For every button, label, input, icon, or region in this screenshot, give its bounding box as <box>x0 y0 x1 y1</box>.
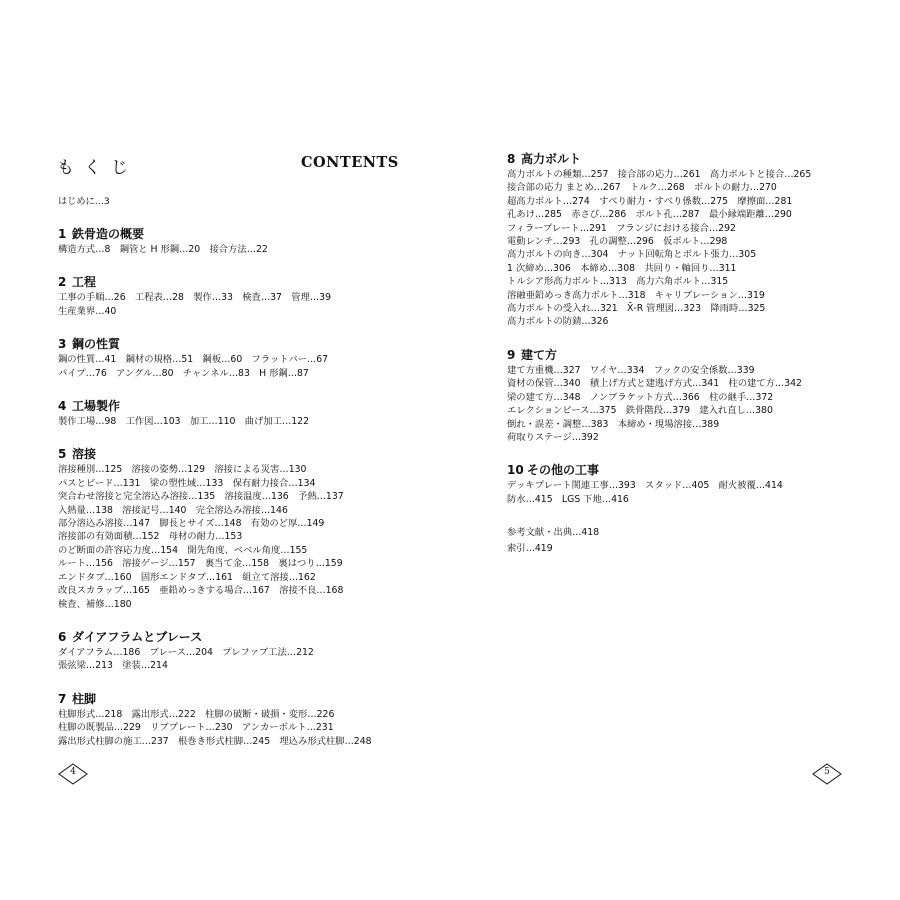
toc-entry-line[interactable]: 露出形式柱脚の施工…237 根巻き形式柱脚…245 埋込み形式柱脚…248 <box>58 735 372 747</box>
section-heading[interactable] <box>58 337 438 352</box>
toc-entry-line[interactable]: 製作工場…98 工作図…103 加工…110 曲げ加工…122 <box>58 416 310 428</box>
toc-entry-line[interactable]: 生産業界…40 <box>58 305 117 317</box>
section-number: 7 <box>58 691 67 706</box>
section-heading[interactable] <box>58 447 438 462</box>
toc-section-1 <box>58 227 438 256</box>
toc-entry-line[interactable]: 部分溶込み溶接…147 脚長とサイズ…148 有効のど厚…149 <box>58 518 325 530</box>
section-number: 6 <box>58 629 67 644</box>
section-number: 8 <box>507 152 516 166</box>
toc-section-6 <box>58 630 438 673</box>
section-number: 10 <box>507 463 524 478</box>
section-title: 工場製作 <box>72 399 121 414</box>
toc-entry-line[interactable]: 接合部の応力 まとめ…267 トルク…268 ボルトの耐力…270 <box>507 182 777 194</box>
toc-entry-line[interactable]: 突合わせ溶接と完全溶込み溶接…135 溶接温度…136 予熱…137 <box>58 491 344 503</box>
toc-entry-line[interactable]: パイプ…76 アングル…80 チャンネル…83 H 形鋼…87 <box>58 367 309 379</box>
page-number-right-text: 5 <box>824 767 830 777</box>
toc-entry-line[interactable]: パスとビード…131 梁の塑性域…133 保有耐力接合…134 <box>58 477 316 489</box>
section-title: 高力ボルト <box>521 152 582 166</box>
section-number: 4 <box>58 399 67 414</box>
toc-entry-line[interactable]: 柱脚形式…218 露出形式…222 柱脚の破断・破損・変形…226 <box>58 708 335 720</box>
toc-entry-line[interactable]: ルート…156 溶接ゲージ…157 裏当て金…158 裏はつり…159 <box>58 558 343 570</box>
toc-section-2 <box>58 275 438 318</box>
toc-section-4 <box>58 399 438 428</box>
section-title: 建て方 <box>521 347 558 362</box>
section-number: 5 <box>58 447 67 462</box>
toc-entry-line[interactable]: エレクションピース…375 鉄骨階段…379 建入れ直し…380 <box>507 405 773 417</box>
toc-entry-line[interactable]: トルシア形高力ボルト…313 高力六角ボルト…315 <box>507 276 729 288</box>
section-heading[interactable] <box>507 463 887 478</box>
back-matter <box>507 525 887 556</box>
toc-entry-line[interactable]: デッキプレート関連工事…393 スタッド…405 耐火被覆…414 <box>507 480 783 492</box>
section-title: 柱脚 <box>72 691 97 706</box>
toc-entry-line[interactable]: のど断面の許容応力度…154 開先角度、ベベル角度…155 <box>58 544 308 556</box>
section-number: 1 <box>58 227 67 241</box>
toc-entry-line[interactable]: 張弦梁…213 塗装…214 <box>58 660 168 672</box>
toc-section-10 <box>507 463 887 506</box>
references-entry[interactable]: 参考文献・出典…418 <box>507 527 600 539</box>
toc-section-8 <box>507 152 887 329</box>
section-heading[interactable] <box>58 275 438 290</box>
page-number-right <box>812 763 842 785</box>
toc-entry-line[interactable]: 1 次締め…306 本締め…308 共回り・軸回り…311 <box>507 262 737 274</box>
toc-entry-line[interactable]: 電動レンチ…293 孔の調整…296 仮ボルト…298 <box>507 236 728 248</box>
toc-entry-line[interactable]: 防水…415 LGS 下地…416 <box>507 493 629 505</box>
index-entry[interactable]: 索引…419 <box>507 543 553 555</box>
section-title: 工程 <box>72 275 97 290</box>
toc-entry-line[interactable]: 超高力ボルト…274 すべり耐力・すべり係数…275 摩擦面…281 <box>507 195 793 207</box>
section-title: 溶接 <box>72 447 97 462</box>
toc-section-7 <box>58 692 438 748</box>
intro-entry: はじめに…3 <box>58 196 110 207</box>
section-title: 鋼の性質 <box>72 337 121 352</box>
left-toc-sections <box>58 227 438 767</box>
section-number: 2 <box>58 275 67 290</box>
toc-entry-line[interactable]: 溶接部の有効面積…152 母材の耐力…153 <box>58 531 243 543</box>
toc-entry-line[interactable]: ダイアフラム…186 ブレース…204 プレファブ工法…212 <box>58 646 314 658</box>
page-number-left-text: 4 <box>70 767 76 777</box>
toc-entry-line[interactable]: エンドタブ…160 固形エンドタブ…161 組立て溶接…162 <box>58 571 316 583</box>
toc-entry-line[interactable]: 高力ボルトの防錆…326 <box>507 316 609 328</box>
toc-entry-line[interactable]: 溶接種別…125 溶接の姿勢…129 溶接による災害…130 <box>58 464 307 476</box>
section-title: ダイアフラムとブレース <box>72 629 203 644</box>
toc-entry-line[interactable]: 柱脚の既製品…229 リブプレート…230 アンカーボルト…231 <box>58 722 334 734</box>
contents-title-english: CONTENTS <box>301 154 399 171</box>
section-heading[interactable] <box>58 692 438 707</box>
toc-entry-line[interactable]: 溶融亜鉛めっき高力ボルト…318 キャリブレーション…319 <box>507 289 765 301</box>
right-toc-sections <box>507 152 887 557</box>
toc-entry-line[interactable]: 検査、補修…180 <box>58 598 132 610</box>
toc-entry-line[interactable]: 孔あけ…285 赤さび…286 ボルト孔…287 最小縁端距離…290 <box>507 209 792 221</box>
section-heading[interactable] <box>507 348 887 363</box>
page-number-left <box>58 763 88 785</box>
toc-entry-line[interactable]: 入熱量…138 溶接記号…140 完全溶込み溶接…146 <box>58 504 288 516</box>
toc-entry-line[interactable]: 工事の手順…26 工程表…28 製作…33 検査…37 管理…39 <box>58 292 331 304</box>
toc-entry-line[interactable]: フィラープレート…291 フランジにおける接合…292 <box>507 222 736 234</box>
toc-entry-line[interactable]: 高力ボルトの受入れ…321 X̄-R 管理図…323 降雨時…325 <box>507 303 766 315</box>
section-title: 鉄骨造の概要 <box>72 227 145 241</box>
toc-entry-line[interactable]: 高力ボルトの向き…304 ナット回転角とボルト張力…305 <box>507 249 757 261</box>
contents-title-japanese: もくじ <box>57 158 138 178</box>
toc-entry-line[interactable]: 建て方重機…327 ワイヤ…334 フックの安全係数…339 <box>507 364 755 376</box>
toc-section-3 <box>58 337 438 380</box>
toc-entry-line[interactable]: 荷取りステージ…392 <box>507 431 599 443</box>
section-heading[interactable] <box>507 152 887 167</box>
section-heading[interactable] <box>58 227 438 242</box>
section-number: 3 <box>58 337 67 352</box>
toc-entry-line[interactable]: 倒れ・誤差・調整…383 本締め・現場溶接…389 <box>507 418 720 430</box>
toc-entry-line[interactable]: 梁の建て方…348 ノンブラケット方式…366 柱の継手…372 <box>507 391 774 403</box>
toc-entry-line[interactable]: 資材の保管…340 積上げ方式と建逃げ方式…341 柱の建て方…342 <box>507 378 802 390</box>
toc-section-5 <box>58 447 438 610</box>
toc-entry-line[interactable]: 鋼の性質…41 鋼材の規格…51 鋼板…60 フラットバー…67 <box>58 354 329 366</box>
section-heading[interactable] <box>58 630 438 645</box>
section-heading[interactable] <box>58 399 438 414</box>
section-number: 9 <box>507 347 516 362</box>
toc-entry-line[interactable]: 改良スカラップ…165 亜鉛めっきする場合…167 溶接不良…168 <box>58 585 344 597</box>
toc-entry-line[interactable]: 高力ボルトの種類…257 接合部の応力…261 高力ボルトと接合…265 <box>507 169 812 180</box>
section-title: その他の工事 <box>527 463 600 478</box>
toc-section-9 <box>507 348 887 444</box>
toc-entry-line[interactable]: 構造方式…8 鋼管と H 形鋼…20 接合方法…22 <box>58 244 268 255</box>
